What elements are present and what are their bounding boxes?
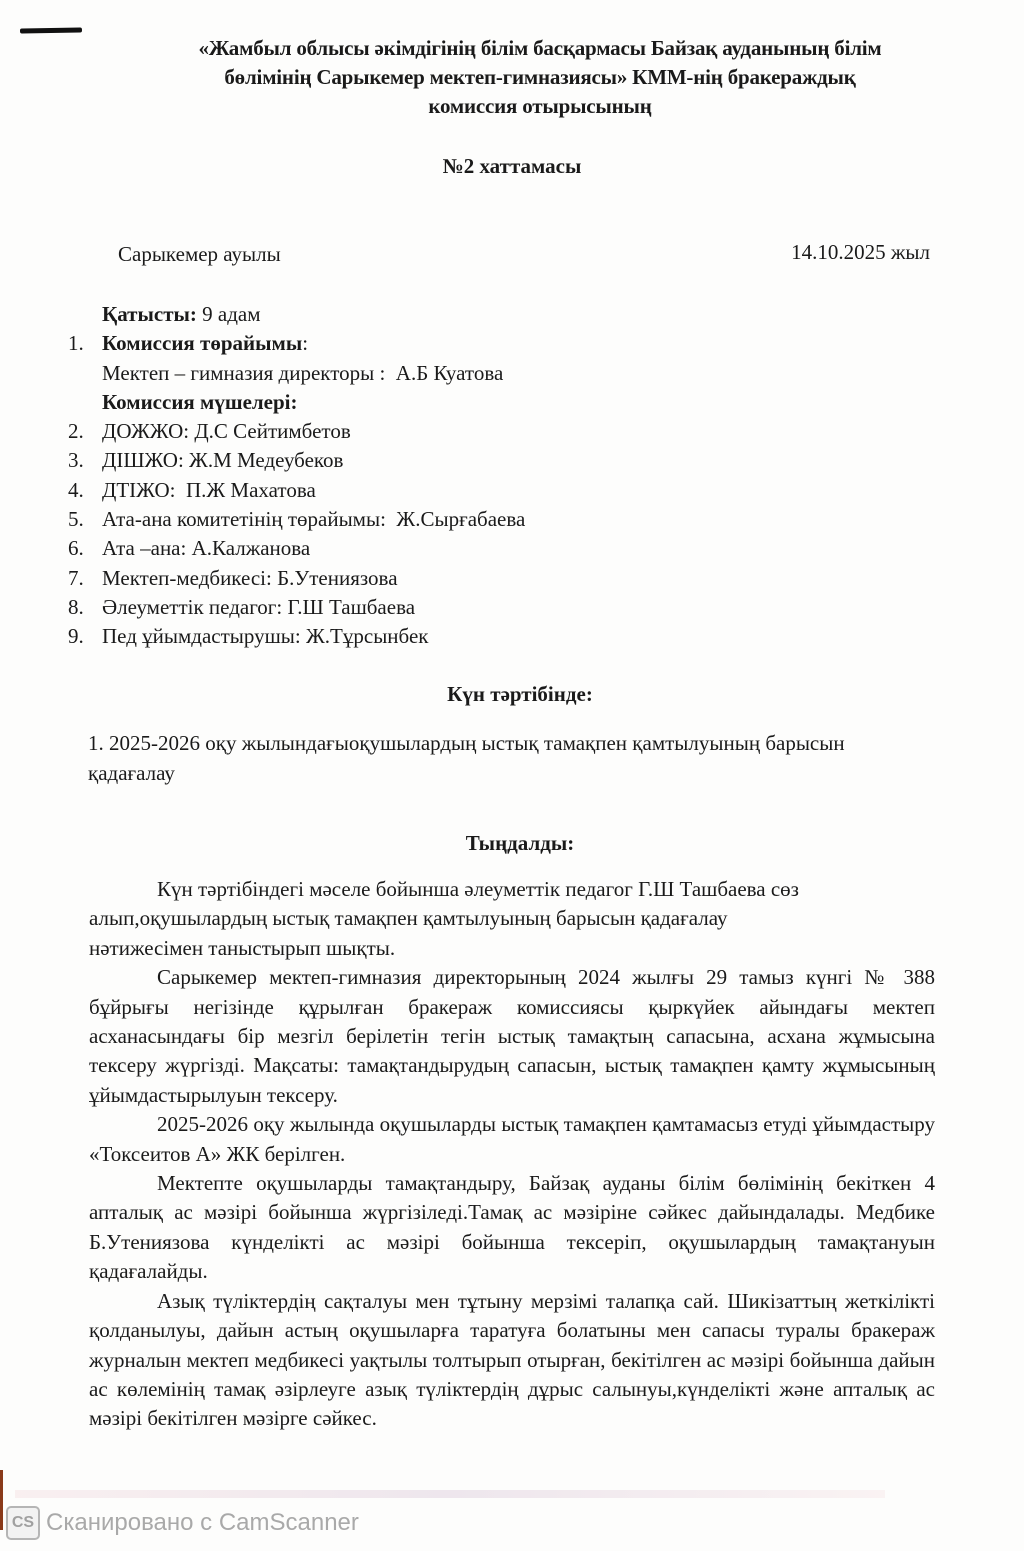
members-label: Комиссия мүшелері: xyxy=(102,389,298,414)
protocol-number: №2 хаттамасы xyxy=(442,154,582,178)
attendance-count: 9 адам xyxy=(202,302,261,326)
attendance-list xyxy=(68,300,525,652)
list-item: 5. Ата-ана комитетінің төрайымы: Ж.Сырғабаева xyxy=(68,505,525,534)
member-name: Ата-ана комитетінің төрайымы: Ж.Сырғабаева xyxy=(102,507,526,532)
chair-line xyxy=(68,359,525,388)
heard-heading: Тыңдалды: xyxy=(465,831,575,855)
document-title xyxy=(90,34,990,121)
list-item: 6. Ата –ана: А.Калжанова xyxy=(68,534,525,563)
page-edge xyxy=(0,1470,3,1530)
title-line-3: комиссия отырысының xyxy=(428,94,652,118)
agenda-item: 1. 2025-2026 оқу жылындағыоқушылардың ыстық тамақпен қамтылуының барысын қадағалау xyxy=(88,731,845,785)
list-item: 3. ДІШЖО: Ж.М Медеубеков xyxy=(68,446,525,475)
list-item: 2. ДОЖЖО: Д.С Сейтимбетов xyxy=(68,417,525,446)
paragraph: Мектепте оқушыларды тамақтандыру, Байзақ ауданы білім бөлімінің бекіткен 4 апталық ас мәзірі бойынша жүргізіледі.Тамақ ас мәзіріне сәйкес дайындалады. Медбике Б.Утениязова күнделікті ас мәзірі бойынша тексеріп, оқушылардың тамақтануын қадағалайды. xyxy=(89,1171,935,1284)
attendance-count-row xyxy=(68,300,525,329)
meeting-date: 14.10.2025 жыл xyxy=(791,240,930,264)
scan-artifact xyxy=(15,1490,885,1498)
attendance-label: Қатысты: xyxy=(102,302,197,326)
member-name: Пед ұйымдастырушы: Ж.Тұрсынбек xyxy=(102,624,429,649)
member-name: Әлеуметтік педагог: Г.Ш Ташбаева xyxy=(102,594,416,619)
member-name: ДІШЖО: Ж.М Медеубеков xyxy=(102,448,344,473)
agenda-heading: Күн тәртібінде: xyxy=(447,682,593,706)
paragraph: Сарыкемер мектеп-гимназия директорының 2024 жылғы 29 тамыз күнгі № 388 бұйрығы негізінде құрылған бракераж комиссиясы қыркүйек айындағы мектеп асханасындағы бір мезгіл берілетін тегін ыстық тамақтың сапасына, асхана жұмысына тексеру жүргізді. Мақсаты: тамақтандырудың сапасын, ыстық тамақпен қамту жұмысының ұйымдастырылуын тексеру. xyxy=(89,965,935,1107)
scan-mark xyxy=(20,27,82,33)
list-item: 8. Әлеуметтік педагог: Г.Ш Ташбаева xyxy=(68,593,525,622)
paragraph: 2025-2026 оқу жылында оқушыларды ыстық тамақпен қамтамасыз етуді ұйымдастыру «Токсеитов А» ЖК берілген. xyxy=(89,1112,935,1166)
chair-label: Комиссия төрайымы xyxy=(102,331,303,356)
member-name: Мектеп-медбикесі: Б.Утениязова xyxy=(102,565,398,590)
chair-name: Мектеп – гимназия директоры : А.Б Куатова xyxy=(102,360,504,385)
watermark-text: Сканировано с CamScanner xyxy=(46,1509,359,1536)
member-name: ДОЖЖО: Д.С Сейтимбетов xyxy=(102,419,351,444)
meeting-place: Сарыкемер ауылы xyxy=(118,242,281,266)
paragraph: Азық түліктердің сақталуы мен тұтыну мерзімі талапқа сай. Шикізаттың жеткілікті қолданылуы, дайын астың оқушыларға таратуға болатыны мен сапасы туралы бракераж журналын мектеп медбикесі уақтылы толтырып отырған, бекітілген ас мәзірі бойынша дайын ас көлемінің тамақ әзірлеуге азық түліктердің дұрыс салынуы,күнделікті және апталық ас мәзірі бекітілген мәзірге сәйкес. xyxy=(89,1288,935,1431)
title-line-1: «Жамбыл облысы әкімдігінің білім басқармасы Байзақ ауданының білім xyxy=(198,36,882,60)
list-item: 9. Пед ұйымдастырушы: Ж.Тұрсынбек xyxy=(68,622,525,651)
members-label-row xyxy=(68,388,525,417)
member-name: Ата –ана: А.Калжанова xyxy=(102,536,311,561)
list-item: 4. ДТІЖО: П.Ж Махатова xyxy=(68,476,525,505)
camscanner-logo-icon: CS xyxy=(6,1506,40,1540)
list-item: 7. Мектеп-медбикесі: Б.Утениязова xyxy=(68,564,525,593)
paragraph: Күн тәртібіндегі мәселе бойынша әлеуметтік педагог Г.Ш Ташбаева сөз алып,оқушылардың ыстық тамақпен қамтылуының барысын қадағалау нәтижесімен таныстырып шықты. xyxy=(89,877,799,960)
list-item: 1. Комиссия төрайымы : xyxy=(68,329,525,358)
title-line-2: бөлімінің Сарыкемер мектеп-гимназиясы» КММ-нің бракераждық xyxy=(224,65,856,89)
heard-body xyxy=(89,875,935,1434)
camscanner-watermark xyxy=(6,1506,359,1540)
member-name: ДТІЖО: П.Ж Махатова xyxy=(102,477,316,502)
